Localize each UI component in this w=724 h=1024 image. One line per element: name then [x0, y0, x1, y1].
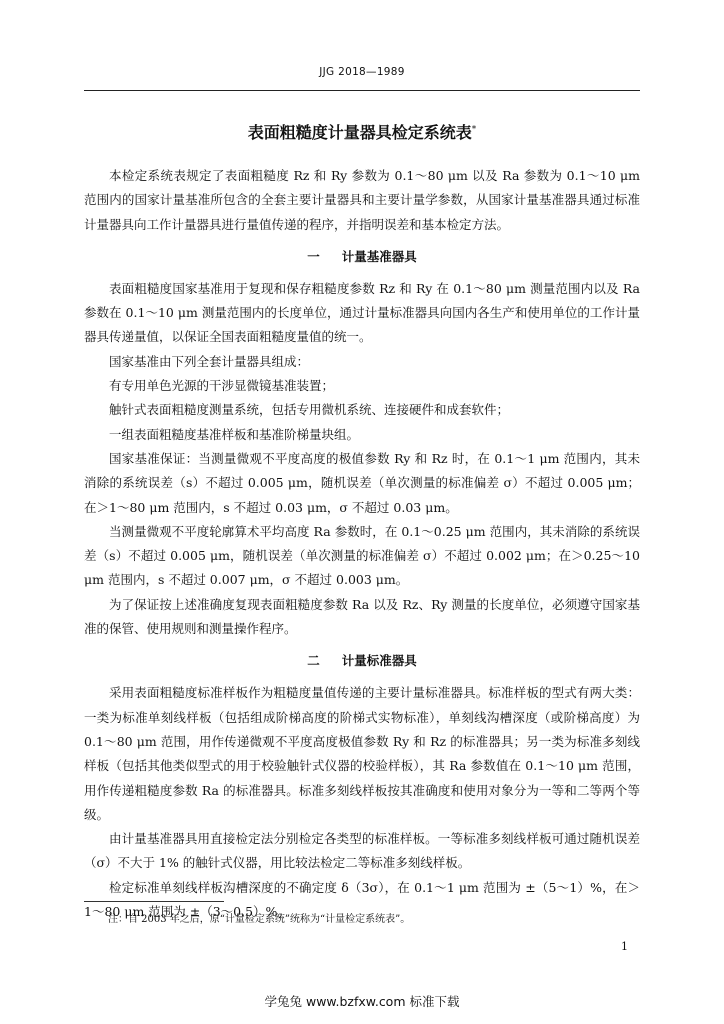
- title-text: 表面粗糙度计量器具检定系统表: [247, 123, 472, 142]
- page-number: 1: [621, 940, 628, 953]
- intro-paragraph: 本检定系统表规定了表面粗糙度 Rz 和 Ry 参数为 0.1～80 μm 以及 Ra 参数为 0.1～10 μm 范围内的国家计量基准所包含的全套主要计量器具和主要计量学参数，从国家计量基准器具通过标准计量器具向工作计量器具进行量值传递的程序，并指明误差和基本检定方法。: [84, 168, 640, 232]
- running-header: JJG 2018—1989: [319, 66, 405, 78]
- header-rule: [84, 90, 640, 91]
- section-2-title: 计量标准器具: [341, 653, 417, 669]
- section-1-paragraph: 国家基准保证：当测量微观不平度高度的极值参数 Ry 和 Rz 时，在 0.1～1 μm 范围内，其未消除的系统误差（s）不超过 0.005 μm，随机误差（单次测量的标准偏差 σ）不超过 0.005 μm；在＞1～80 μm 范围内，s 不超过 0.03 μm，σ 不超过 0.03 μm。: [84, 450, 640, 515]
- section-1-paragraph: 有专用单色光源的干涉显微镜基准装置；: [109, 378, 335, 394]
- document-title: [84, 120, 640, 143]
- section-1-title: 计量基准器具: [341, 248, 417, 264]
- section-1-paragraph: 当测量微观不平度轮廓算术平均高度 Ra 参数时，在 0.1～0.25 μm 范围内，其未消除的系统误差（s）不超过 0.005 μm，随机误差（单次测量的标准偏差 σ）不超过 0.002 μm；在＞0.25～10 μm 范围内，s 不超过 0.007 μm，σ 不超过 0.003 μm。: [84, 523, 640, 588]
- section-1-paragraph: 表面粗糙度国家基准用于复现和保存粗糙度参数 Rz 和 Ry 在 0.1～80 μm 测量范围内以及 Ra 参数在 0.1～10 μm 测量范围内的长度单位，通过计量标准器具向国内各生产和使用单位的工作计量器具传递量值，以保证全国表面粗糙度量值的统一。: [84, 280, 640, 345]
- section-1-paragraph: 为了保证按上述准确度复现表面粗糙度参数 Ra 以及 Rz、Ry 测量的长度单位，必须遵守国家基准的保管、使用规则和测量操作程序。: [84, 596, 640, 637]
- watermark-text: 学兔兔 www.bzfxw.com 标准下载: [264, 994, 460, 1009]
- footnote-rule: [84, 901, 224, 902]
- section-2-heading: [84, 649, 640, 673]
- section-2-paragraph: 采用表面粗糙度标准样板作为粗糙度量值传递的主要计量标准器具。标准样板的型式有两大类：一类为标准单刻线样板（包括组成阶梯高度的阶梯式实物标准），单刻线沟槽深度（或阶梯高度）为 0.1～80 μm 范围，用作传递微观不平度高度极值参数 Ry 和 Rz 的标准器具；另一类为标准多刻线样板（包括其他类似型式的用于校验触针式仪器的校验样板），其 Ra 参数值在 0.1～10 μm 范围，用作传递粗糙度参数 Ra 的标准器具。标准多刻线样板按其准确度和使用对象分为一等和二等两个等级。: [84, 685, 640, 822]
- footnote: 注：自 2003 年之后，原“计量检定系统”统称为“计量检定系统表”。: [108, 914, 411, 925]
- section-1-paragraph: 国家基准由下列全套计量器具组成：: [109, 353, 310, 369]
- section-1-paragraph: 触针式表面粗糙度测量系统，包括专用微机系统、连接硬件和成套软件；: [109, 402, 510, 418]
- section-2-paragraph: 检定标准单刻线样板沟槽深度的不确定度 δ（3σ），在 0.1～1 μm 范围为 ±（5～1）%，在＞1～80 μm 范围为 ±（3～0.5）%。: [84, 879, 640, 920]
- section-1-heading: [84, 245, 640, 269]
- section-2-paragraph: 由计量基准器具用直接检定法分别检定各类型的标准样板。一等标准多刻线样板可通过随机误差（σ）不大于 1% 的触针式仪器，用比较法检定二等标准多刻线样板。: [84, 831, 640, 871]
- section-1-number: 一: [307, 248, 320, 264]
- section-1-paragraph: 一组表面粗糙度基准样板和基准阶梯量块组。: [109, 426, 360, 442]
- document-body: [84, 164, 640, 924]
- title-footnote-mark: *: [471, 124, 477, 135]
- section-2-number: 二: [307, 653, 320, 669]
